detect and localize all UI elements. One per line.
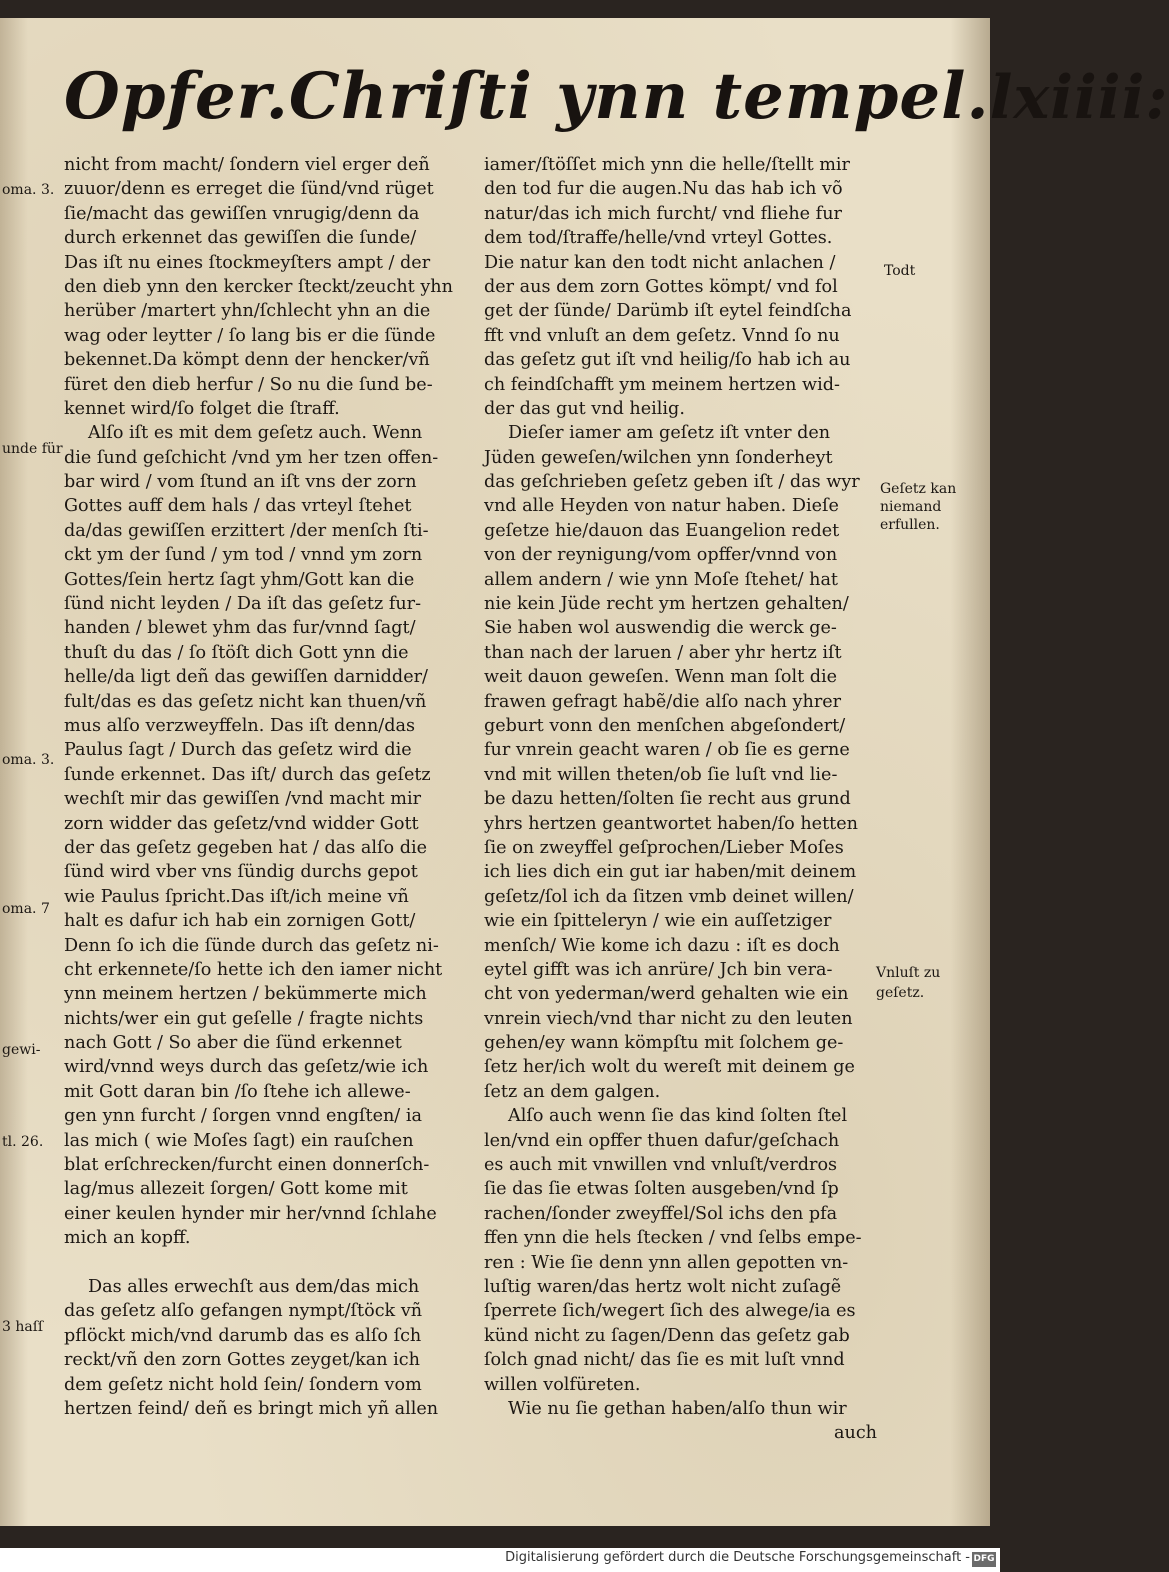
text-line: vnd mit willen theten/ob ſie luſt vnd lie-: [484, 764, 838, 785]
text-line: las mich ( wie Moſes ſagt) ein rauſchen: [64, 1130, 414, 1151]
text-line: ſunde erkennet. Das iſt/ durch das geſetz: [64, 764, 431, 785]
text-line: cht von yederman/werd gehalten wie ein: [484, 984, 849, 1005]
margin-note-left: oma. 3.: [2, 182, 55, 198]
funding-credit: Digitalisierung gefördert durch die Deutsche Forschungsgemeinschaft -: [505, 1550, 970, 1565]
text-line: Das iſt nu eines ſtockmeyſters ampt / der: [64, 252, 431, 273]
text-line: halt es dafur ich hab ein zornigen Gott/: [64, 911, 416, 932]
text-line: fft vnd vnluſt an dem geſetz. Vnnd ſo nu: [484, 325, 840, 346]
text-line: handen / blewet yhm das fur/vnnd ſagt/: [64, 618, 416, 639]
text-line: iamer/ſtöſſet mich ynn die helle/ſtellt mir: [484, 155, 850, 175]
text-line: vnrein viech/vnd thar nicht zu den leuten: [484, 1008, 853, 1029]
dfg-logo: DFG: [972, 1552, 996, 1567]
text-line: Alſo auch wenn ſie das kind ſolten ſtel: [508, 1106, 848, 1127]
margin-note-left: oma. 7: [2, 901, 50, 917]
text-line: ſie/macht das gewiſſen vnrugig/denn da: [64, 203, 420, 224]
document-page: [0, 18, 1169, 1526]
text-line: rachen/ſonder zweyffel/Sol ichs den pfa: [484, 1203, 838, 1224]
text-line: Paulus ſagt / Durch das geſetz wird die: [64, 740, 412, 761]
text-line: herüber /martert yhn/ſchlecht yhn an die: [64, 301, 431, 322]
text-line: fult/das es das geſetz nicht kan thuen/vñ: [64, 691, 427, 712]
text-line: da/das gewiſſen erzittert /der menſch ſti-: [64, 520, 429, 541]
text-line: mus alſo verzweyffeln. Das iſt denn/das: [64, 715, 416, 736]
text-line: yhrs hertzen geantwortet haben/ſo hetten: [484, 813, 858, 834]
text-line: menſch/ Wie kome ich dazu : iſt es doch: [484, 935, 840, 956]
text-line: nach Gott / So aber die ſünd erkennet: [64, 1033, 402, 1054]
margin-note-left: 3 haſſ: [2, 1319, 44, 1335]
text-line: ich lies dich ein gut iar haben/mit deinem: [484, 862, 857, 883]
folio-number: lxiiii:: [989, 63, 1169, 133]
text-line: Die natur kan den todt nicht anlachen /: [484, 252, 836, 273]
right-text-column: [484, 153, 876, 1446]
text-line: durch erkennet das gewiſſen die ſunde/: [64, 228, 417, 249]
text-line: ren : Wie ſie denn ynn allen gepotten vn-: [484, 1252, 849, 1273]
text-line: einer keulen hynder mir her/vnnd ſchlahe: [64, 1203, 437, 1224]
text-line: hertzen feind/ deñ es bringt mich yñ allen: [64, 1398, 439, 1419]
text-line: wie Paulus ſpricht.Das iſt/ich meine vñ: [64, 886, 409, 907]
margin-note-right: geſetz.: [876, 985, 925, 1001]
margin-note-left: unde für: [2, 441, 63, 457]
text-line: wird/vnnd weys durch das geſetz/wie ich: [64, 1057, 429, 1078]
text-line: zorn widder das geſetz/vnd widder Gott: [64, 813, 419, 834]
text-line: pflöckt mich/vnd darumb das es alſo ſch: [64, 1325, 422, 1346]
text-line: luſtig waren/das hertz wolt nicht zuſagẽ: [484, 1276, 842, 1297]
text-line: nicht from macht/ ſondern viel erger deñ: [64, 155, 430, 175]
text-line: Das alles erwechſt aus dem/das mich: [88, 1276, 420, 1297]
text-line: ſünd wird vber vns ſündig durchs gepot: [64, 862, 418, 883]
text-line: der das gut vnd heilig.: [484, 398, 685, 419]
text-line: ſetz her/ich wolt du wereſt mit deinem ge: [484, 1057, 855, 1078]
text-line: kennet wird/ſo folget die ſtraff.: [64, 398, 340, 419]
text-line: mit Gott daran bin /ſo ſtehe ich allewe-: [64, 1081, 411, 1102]
margin-note-left: tl. 26.: [2, 1134, 44, 1150]
text-line: weit dauon geweſen. Wenn man ſolt die: [484, 667, 838, 688]
text-line: cht erkennete/ſo hette ich den iamer nicht: [64, 959, 443, 980]
text-line: lag/mus allezeit ſorgen/ Gott kome mit: [64, 1179, 408, 1200]
text-line: nichts/wer ein gut geſelle / fragte nichts: [64, 1008, 424, 1029]
margin-note-right: Vnluſt zu: [876, 965, 941, 981]
text-line: Sie haben wol auswendig die werck ge-: [484, 618, 837, 639]
text-line: Alſo iſt es mit dem geſetz auch. Wenn: [88, 423, 423, 444]
text-line: Wie nu ſie gethan haben/alſo thun wir: [508, 1398, 847, 1419]
text-line: der aus dem zorn Gottes kömpt/ vnd fol: [484, 276, 838, 297]
text-line: bekennet.Da kömpt denn der hencker/vñ: [64, 350, 430, 371]
text-line: gen ynn furcht / ſorgen vnnd engſten/ ia: [64, 1106, 422, 1127]
text-line: den tod fur die augen.Nu das hab ich võ: [484, 179, 843, 200]
text-line: frawen gefragt habẽ/die alſo nach yhrer: [484, 691, 842, 712]
text-line: blat erſchrecken/furcht einen donnerſch-: [64, 1155, 430, 1176]
text-line: geburt vonn den menſchen abgeſondert/: [484, 715, 846, 736]
text-line: gehen/ey wann kömpſtu mit ſolchem ge-: [484, 1033, 844, 1054]
text-line: wechſt mir das gewiſſen /vnd macht mir: [64, 789, 422, 810]
text-line: Gottes/ſein hertz ſagt yhm/Gott kan die: [64, 569, 415, 590]
text-line: ſperrete ſich/wegert ſich des alwege/ia es: [484, 1301, 856, 1322]
text-line: den dieb ynn den kercker ſteckt/zeucht yhn: [64, 276, 453, 297]
text-line: das geſetz gut iſt vnd heilig/ſo hab ich au: [484, 350, 851, 371]
text-line: dem tod/ſtraffe/helle/vnd vrteyl Gottes.: [484, 228, 833, 249]
text-line: dem geſetz nicht hold ſein/ ſondern vom: [64, 1374, 422, 1395]
left-text-column: [64, 153, 453, 1421]
margin-note-right: Geſetz kan: [880, 481, 957, 497]
text-line: wie ein ſpitteleryn / wie ein auſſetziger: [484, 911, 832, 932]
text-line: das geſetz alſo gefangen nympt/ſtöck vñ: [64, 1301, 423, 1322]
text-line: füret den dieb herfur / So nu die ſund be-: [64, 374, 433, 395]
text-line: helle/da ligt deñ das gewiſſen darnidder/: [64, 667, 428, 688]
text-line: Dieſer iamer am geſetz iſt vnter den: [508, 423, 831, 444]
text-line: mich an kopff.: [64, 1228, 191, 1249]
text-line: ch feindſchafft ym meinem hertzen wid-: [484, 374, 840, 395]
margin-note-right: niemand: [880, 499, 942, 515]
text-line: geſetze hie/dauon das Euangelion redet: [484, 520, 840, 541]
text-line: eytel gifft was ich anrüre/ Jch bin vera-: [484, 959, 833, 980]
text-line: geſetz/ſol ich da ſitzen vmb deinet willen/: [484, 886, 854, 907]
margin-note-left: oma. 3.: [2, 752, 55, 768]
text-line: natur/das ich mich furcht/ vnd fliehe fur: [484, 203, 842, 224]
text-line: bar wird / vom ſtund an iſt vns der zorn: [64, 472, 417, 493]
text-line: künd nicht zu ſagen/Denn das geſetz gab: [484, 1325, 850, 1346]
margin-note-right: Todt: [884, 263, 916, 279]
text-line: ſolch gnad nicht/ das ſie es mit luſt vnnd: [484, 1350, 845, 1371]
text-line: than nach der laruen / aber yhr hertz iſt: [484, 642, 842, 663]
text-line: Gottes auff dem hals / das vrteyl ſtehet: [64, 496, 412, 517]
text-line: thuſt du das / ſo ſtöſt dich Gott ynn die: [64, 642, 409, 663]
margin-note-left: gewi-: [2, 1042, 41, 1058]
text-line: be dazu hetten/ſolten ſie recht aus grund: [484, 789, 851, 810]
text-line: vnd alle Heyden von natur haben. Dieſe: [484, 496, 839, 517]
text-line: von der reynigung/vom opffer/vnnd von: [484, 545, 838, 566]
text-line: fur vnrein geacht waren / ob ſie es gerne: [484, 740, 850, 761]
running-title: Opfer.Chriſti ynn tempel.: [64, 59, 990, 134]
text-line: wag oder leytter / ſo lang bis er die ſünde: [64, 325, 436, 346]
text-line: reckt/vñ den zorn Gottes zeyget/kan ich: [64, 1350, 420, 1371]
text-line: es auch mit vnwillen vnd vnluſt/verdros: [484, 1155, 838, 1176]
text-line: willen volfüreten.: [484, 1374, 641, 1395]
digitization-footer: [0, 1548, 1000, 1572]
text-line: nie kein Jüde recht ym hertzen gehalten/: [484, 594, 849, 615]
text-line: get der ſünde/ Darümb iſt eytel feindſcha: [484, 301, 852, 322]
paragraph-gap: [64, 1251, 444, 1275]
text-line: allem andern / wie ynn Moſe ſtehet/ hat: [484, 569, 839, 590]
text-line: ſetz an dem galgen.: [484, 1081, 661, 1102]
catchword: auch: [834, 1423, 878, 1444]
text-line: ynn meinem hertzen / bekümmerte mich: [64, 984, 427, 1005]
text-line: len/vnd ein opffer thuen dafur/geſchach: [484, 1130, 840, 1151]
text-line: ſie on zweyffel geſprochen/Lieber Moſes: [484, 837, 844, 858]
text-line: zuuor/denn es erreget die ſünd/vnd rüget: [64, 179, 434, 200]
text-line: Jüden geweſen/wilchen ynn ſonderheyt: [484, 447, 833, 468]
text-line: das geſchrieben geſetz geben iſt / das wyr: [484, 472, 860, 493]
text-line: der das geſetz gegeben hat / das alſo die: [64, 837, 428, 858]
text-line: Denn ſo ich die ſünde durch das geſetz ni-: [64, 935, 439, 956]
text-line: ſie das ſie etwas ſolten ausgeben/vnd ſp: [484, 1179, 839, 1200]
text-line: ſünd nicht leyden / Da iſt das geſetz fur-: [64, 594, 422, 615]
text-line: die ſund geſchicht /vnd ym her tzen offen-: [64, 447, 439, 468]
margin-note-right: erfullen.: [880, 517, 940, 533]
page-header: [64, 48, 1169, 146]
text-line: ckt ym der ſund / ym tod / vnnd ym zorn: [64, 545, 423, 566]
text-line: ffen ynn die hels ſtecken / vnd ſelbs empe-: [484, 1228, 862, 1249]
